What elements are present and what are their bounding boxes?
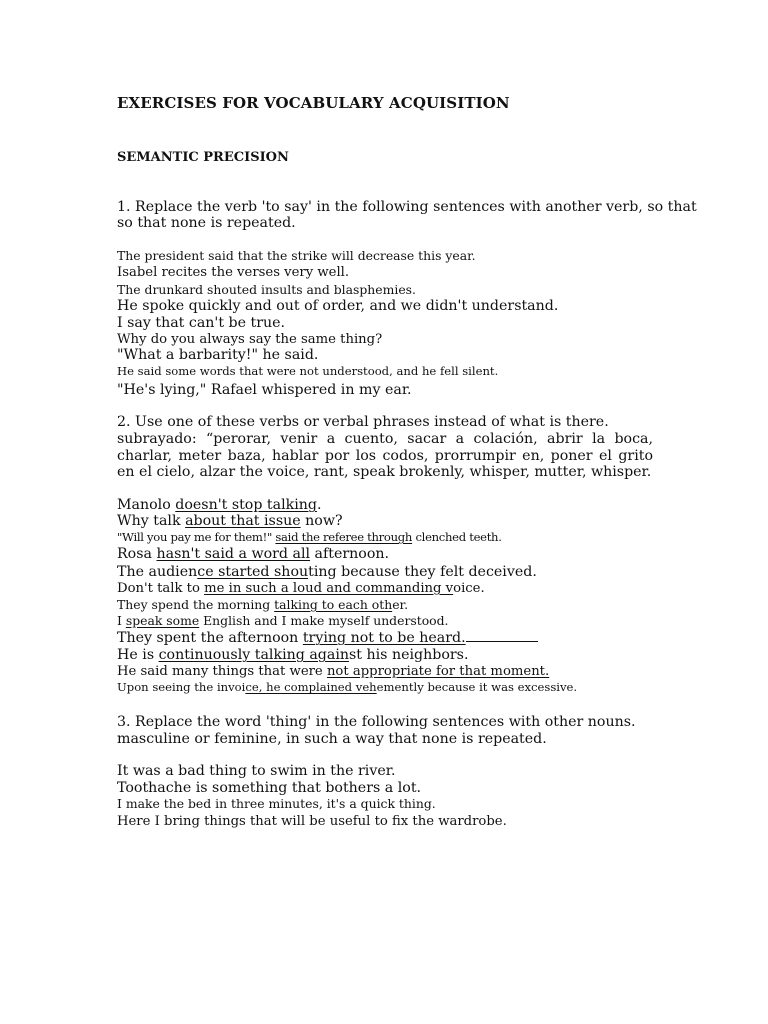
section1-sentence: He spoke quickly and out of order, and we didn't understand. (117, 298, 559, 314)
section1-sentence: "What a barbarity!" he said. (117, 347, 319, 363)
section1-sentence: I say that can't be true. (117, 315, 286, 331)
section2-sentence (117, 497, 322, 513)
section1-sentence: The drunkard shouted insults and blasphemies. (117, 282, 416, 297)
underlined-phrase: talking to each oth (274, 597, 393, 612)
section3-sentence: It was a bad thing to swim in the river. (117, 763, 396, 779)
underlined-phrase: not appropriate for that moment. (326, 664, 550, 679)
sentence-text: . (316, 497, 322, 513)
sentence-text: afternoon. (310, 546, 390, 562)
sentence-text: er. (392, 597, 409, 612)
section1-instruction-line1: 1. Replace the verb 'to say' in the following sentences with another verb, so that (117, 199, 697, 215)
sentence-text: I (117, 613, 126, 628)
sentence-text: "Will you pay me for them!" (117, 530, 276, 544)
section1-sentence: The president said that the strike will decrease this year. (117, 248, 476, 263)
section-subtitle: SEMANTIC PRECISION (117, 150, 289, 165)
sentence-text: He said many things that were (117, 664, 327, 679)
page-title: EXERCISES FOR VOCABULARY ACQUISITION (117, 94, 510, 112)
sentence-text: st his neighbors. (349, 647, 469, 663)
section3-instruction-line1: 3. Replace the word 'thing' in the following sentences with other nouns. (117, 714, 636, 730)
section2-sentence (117, 564, 537, 580)
section1-sentence: "He's lying," Rafael whispered in my ear. (117, 382, 412, 398)
underlined-phrase: trying not to be heard. (302, 630, 466, 646)
sentence-text: now? (300, 513, 343, 529)
sentence-text: English and I make myself understood. (199, 613, 449, 628)
section2-sentence (117, 630, 538, 646)
underlined-phrase: ce started shou (197, 564, 309, 580)
sentence-text: Rosa (117, 546, 157, 562)
section2-sentence (117, 613, 449, 628)
underlined-phrase: continuously talking again (158, 647, 350, 663)
sentence-text: The audien (117, 564, 198, 580)
answer-blank (466, 640, 538, 642)
section3-sentence: I make the bed in three minutes, it's a quick thing. (117, 796, 436, 811)
section2-instruction: 2. Use one of these verbs or verbal phrases instead of what is there. (117, 414, 609, 430)
sentence-text: clenched teeth. (412, 530, 502, 544)
section2-sentence (117, 530, 502, 544)
section3-instruction-line2: masculine or feminine, in such a way that none is repeated. (117, 731, 547, 747)
sentence-text: They spent the afternoon (117, 630, 303, 646)
section1-sentence: Why do you always say the same thing? (117, 332, 383, 347)
section2-sentence (117, 647, 468, 663)
underlined-phrase: about that issue (185, 513, 301, 529)
underlined-phrase: speak some (125, 613, 200, 628)
sentence-text: emently because it was excessive. (376, 680, 578, 694)
section1-sentence: Isabel recites the verses very well. (117, 265, 350, 280)
sentence-text: Upon seeing the invoi (117, 680, 246, 694)
sentence-text: oice. (453, 581, 485, 596)
sentence-text: ting because they felt deceived. (308, 564, 537, 580)
sentence-text: Don't talk to (117, 581, 205, 596)
section2-sentence (117, 513, 343, 529)
section2-sentence (117, 546, 389, 562)
sentence-text: He is (117, 647, 159, 663)
section1-sentence: He said some words that were not understood, and he fell silent. (117, 364, 499, 378)
section3-sentence: Here I bring things that will be useful to fix the wardrobe. (117, 814, 507, 829)
sentence-text: Why talk (117, 513, 186, 529)
sentence-text: They spend the morning (117, 597, 275, 612)
underlined-phrase: hasn't said a word all (156, 546, 311, 562)
section2-sentence (117, 581, 485, 596)
underlined-phrase: me in such a loud and commanding v (204, 581, 454, 596)
section2-verb-list: subrayado: “perorar, venir a cuento, sacar a colación, abrir la boca, charlar, meter baza, hablar por los codos, prorrumpir en, poner el grito en el cielo, alzar the voice, rant, speak brokenly, whisper, mutter, whisper. (117, 431, 653, 481)
underlined-phrase: doesn't stop talking (175, 497, 317, 513)
sentence-text: Manolo (117, 497, 176, 513)
section3-sentence: Toothache is something that bothers a lot. (117, 780, 422, 796)
section2-sentence (117, 664, 549, 679)
underlined-phrase: ce, he complained veh (245, 680, 377, 694)
section2-sentence (117, 597, 408, 612)
section1-instruction-line2: so that none is repeated. (117, 215, 296, 231)
section2-sentence (117, 680, 577, 694)
underlined-phrase: said the referee through (275, 530, 413, 544)
